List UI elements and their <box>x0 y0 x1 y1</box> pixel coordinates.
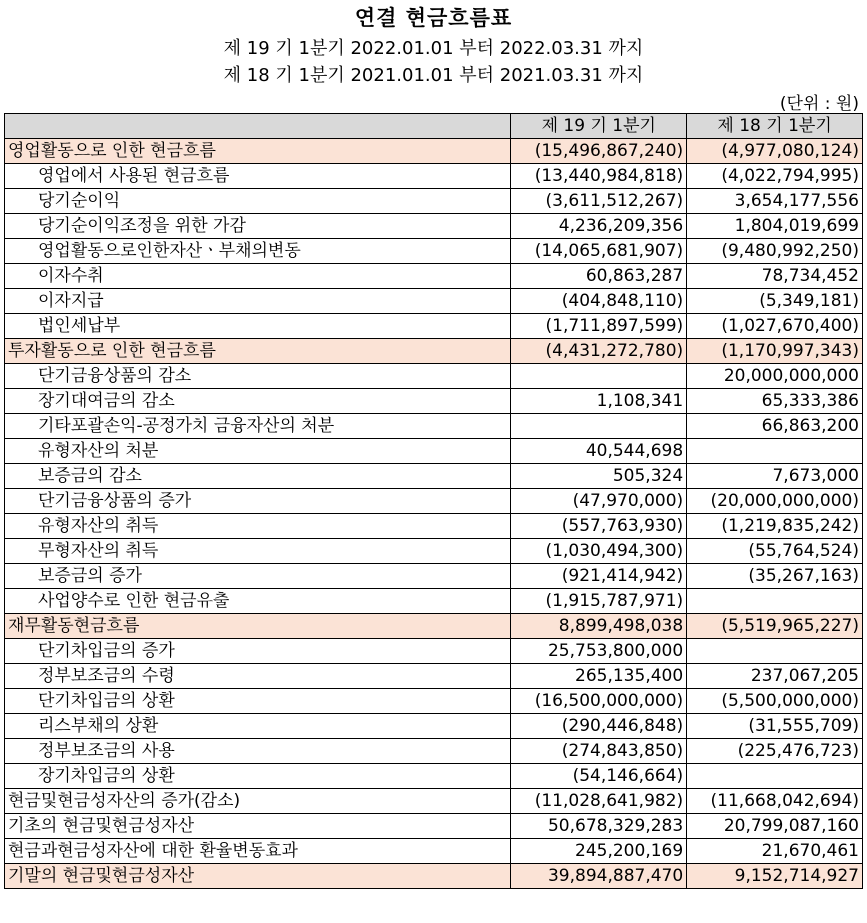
previous-period-value <box>687 589 863 614</box>
table-row <box>5 489 863 514</box>
current-period-value: (290,446,848) <box>511 714 687 739</box>
previous-period-value <box>687 764 863 789</box>
previous-period-value: (4,977,080,124) <box>687 139 863 164</box>
table-row <box>5 139 863 164</box>
row-label: 영업에서 사용된 현금흐름 <box>5 164 511 189</box>
row-label: 영업활동으로 인한 현금흐름 <box>5 139 511 164</box>
previous-period-value: (1,170,997,343) <box>687 339 863 364</box>
previous-period-value: 21,670,461 <box>687 839 863 864</box>
cash-flow-table <box>4 113 863 889</box>
row-label: 당기순이익조정을 위한 가감 <box>5 214 511 239</box>
row-label: 투자활동으로 인한 현금흐름 <box>5 339 511 364</box>
header-current-period: 제 19 기 1분기 <box>511 114 687 139</box>
previous-period-value: (5,519,965,227) <box>687 614 863 639</box>
current-period-value: (1,915,787,971) <box>511 589 687 614</box>
current-period-value: (4,431,272,780) <box>511 339 687 364</box>
table-row <box>5 389 863 414</box>
row-label: 무형자산의 취득 <box>5 539 511 564</box>
unit-label: (단위 : 원) <box>779 94 859 114</box>
previous-period-value: (31,555,709) <box>687 714 863 739</box>
table-row <box>5 314 863 339</box>
current-period-value: 50,678,329,283 <box>511 814 687 839</box>
row-label: 정부보조금의 사용 <box>5 739 511 764</box>
row-label: 장기대여금의 감소 <box>5 389 511 414</box>
row-label: 단기차입금의 상환 <box>5 689 511 714</box>
previous-period-value <box>687 639 863 664</box>
row-label: 현금과현금성자산에 대한 환율변동효과 <box>5 839 511 864</box>
current-period-value: 39,894,887,470 <box>511 864 687 889</box>
previous-period-value: (5,349,181) <box>687 289 863 314</box>
row-label: 이자지급 <box>5 289 511 314</box>
period-current: 제 19 기 1분기 2022.01.01 부터 2022.03.31 까지 <box>223 38 644 59</box>
row-label: 현금및현금성자산의 증가(감소) <box>5 789 511 814</box>
current-period-value: (14,065,681,907) <box>511 239 687 264</box>
previous-period-value: (9,480,992,250) <box>687 239 863 264</box>
previous-period-value: 78,734,452 <box>687 264 863 289</box>
current-period-value: 8,899,498,038 <box>511 614 687 639</box>
current-period-value: 245,200,169 <box>511 839 687 864</box>
row-label: 당기순이익 <box>5 189 511 214</box>
previous-period-value: (225,476,723) <box>687 739 863 764</box>
period-previous: 제 18 기 1분기 2021.01.01 부터 2021.03.31 까지 <box>223 65 644 86</box>
header-label-cell <box>5 114 511 139</box>
table-row <box>5 464 863 489</box>
previous-period-value: (55,764,524) <box>687 539 863 564</box>
header-previous-period: 제 18 기 1분기 <box>687 114 863 139</box>
row-label: 리스부채의 상환 <box>5 714 511 739</box>
current-period-value: (47,970,000) <box>511 489 687 514</box>
previous-period-value: (35,267,163) <box>687 564 863 589</box>
current-period-value: (54,146,664) <box>511 764 687 789</box>
row-label: 유형자산의 처분 <box>5 439 511 464</box>
table-row <box>5 239 863 264</box>
table-row <box>5 764 863 789</box>
table-row <box>5 639 863 664</box>
current-period-value: (16,500,000,000) <box>511 689 687 714</box>
previous-period-value: (20,000,000,000) <box>687 489 863 514</box>
row-label: 재무활동현금흐름 <box>5 614 511 639</box>
previous-period-value <box>687 439 863 464</box>
current-period-value: (1,711,897,599) <box>511 314 687 339</box>
table-row <box>5 539 863 564</box>
row-label: 기말의 현금및현금성자산 <box>5 864 511 889</box>
table-row <box>5 614 863 639</box>
previous-period-value: (1,219,835,242) <box>687 514 863 539</box>
table-row <box>5 789 863 814</box>
table-row <box>5 589 863 614</box>
current-period-value: (3,611,512,267) <box>511 189 687 214</box>
statement-title: 연결 현금흐름표 <box>354 6 513 30</box>
row-label: 기타포괄손익-공정가치 금융자산의 처분 <box>5 414 511 439</box>
previous-period-value: 1,804,019,699 <box>687 214 863 239</box>
table-row <box>5 714 863 739</box>
table-row <box>5 214 863 239</box>
previous-period-value: (1,027,670,400) <box>687 314 863 339</box>
previous-period-value: 20,799,087,160 <box>687 814 863 839</box>
row-label: 보증금의 증가 <box>5 564 511 589</box>
current-period-value: (13,440,984,818) <box>511 164 687 189</box>
current-period-value: (15,496,867,240) <box>511 139 687 164</box>
table-row <box>5 564 863 589</box>
previous-period-value: (5,500,000,000) <box>687 689 863 714</box>
current-period-value: (921,414,942) <box>511 564 687 589</box>
previous-period-value: 65,333,386 <box>687 389 863 414</box>
previous-period-value: 7,673,000 <box>687 464 863 489</box>
previous-period-value: 66,863,200 <box>687 414 863 439</box>
current-period-value <box>511 414 687 439</box>
table-row <box>5 664 863 689</box>
table-row <box>5 164 863 189</box>
current-period-value: 505,324 <box>511 464 687 489</box>
row-label: 단기금융상품의 증가 <box>5 489 511 514</box>
previous-period-value: 3,654,177,556 <box>687 189 863 214</box>
row-label: 단기금융상품의 감소 <box>5 364 511 389</box>
current-period-value: (1,030,494,300) <box>511 539 687 564</box>
table-row <box>5 364 863 389</box>
table-row <box>5 814 863 839</box>
table-row <box>5 839 863 864</box>
table-row <box>5 864 863 889</box>
row-label: 기초의 현금및현금성자산 <box>5 814 511 839</box>
previous-period-value: 237,067,205 <box>687 664 863 689</box>
table-row <box>5 689 863 714</box>
current-period-value: (557,763,930) <box>511 514 687 539</box>
table-row <box>5 414 863 439</box>
table-row <box>5 189 863 214</box>
current-period-value: 1,108,341 <box>511 389 687 414</box>
table-header-row <box>5 114 863 139</box>
table-row <box>5 439 863 464</box>
previous-period-value: 9,152,714,927 <box>687 864 863 889</box>
current-period-value <box>511 364 687 389</box>
row-label: 유형자산의 취득 <box>5 514 511 539</box>
previous-period-value: (4,022,794,995) <box>687 164 863 189</box>
row-label: 보증금의 감소 <box>5 464 511 489</box>
row-label: 정부보조금의 수령 <box>5 664 511 689</box>
current-period-value: 25,753,800,000 <box>511 639 687 664</box>
current-period-value: 4,236,209,356 <box>511 214 687 239</box>
table-row <box>5 339 863 364</box>
table-row <box>5 264 863 289</box>
current-period-value: (274,843,850) <box>511 739 687 764</box>
current-period-value: 40,544,698 <box>511 439 687 464</box>
row-label: 장기차입금의 상환 <box>5 764 511 789</box>
current-period-value: (11,028,641,982) <box>511 789 687 814</box>
table-row <box>5 739 863 764</box>
current-period-value: (404,848,110) <box>511 289 687 314</box>
table-row <box>5 514 863 539</box>
table-row <box>5 289 863 314</box>
current-period-value: 60,863,287 <box>511 264 687 289</box>
current-period-value: 265,135,400 <box>511 664 687 689</box>
row-label: 이자수취 <box>5 264 511 289</box>
previous-period-value: 20,000,000,000 <box>687 364 863 389</box>
row-label: 사업양수로 인한 현금유출 <box>5 589 511 614</box>
row-label: 단기차입금의 증가 <box>5 639 511 664</box>
row-label: 영업활동으로인한자산ㆍ부채의변동 <box>5 239 511 264</box>
row-label: 법인세납부 <box>5 314 511 339</box>
previous-period-value: (11,668,042,694) <box>687 789 863 814</box>
